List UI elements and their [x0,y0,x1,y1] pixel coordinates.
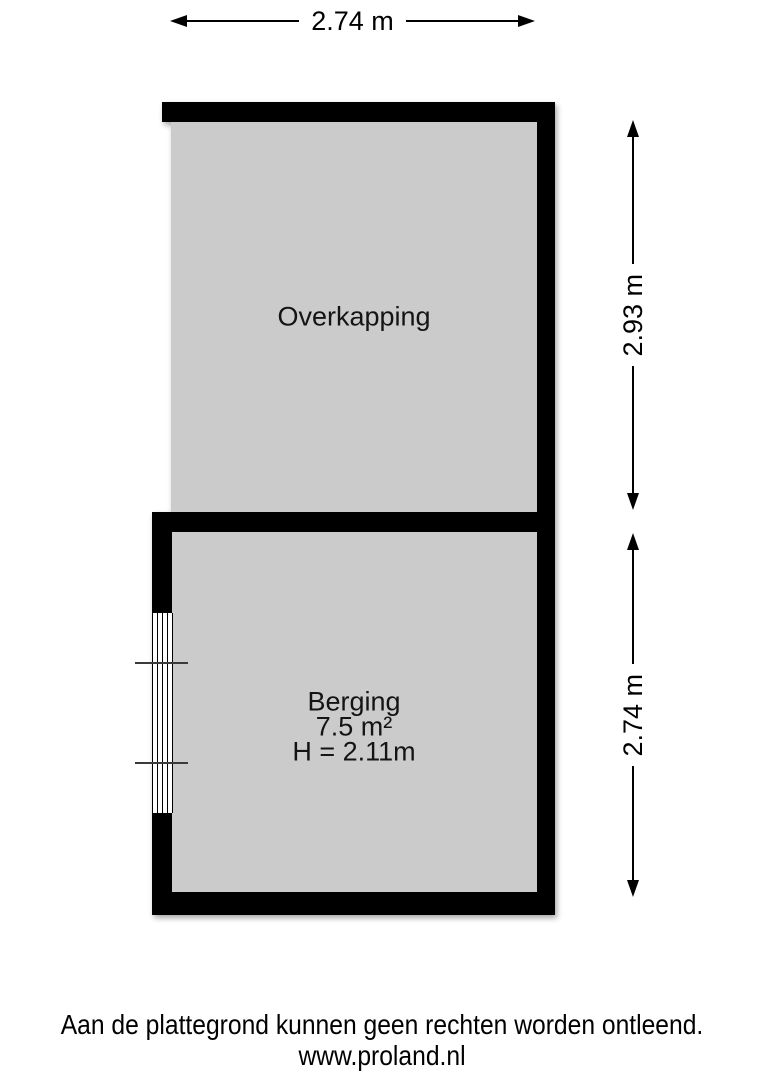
wall-middle [152,512,555,532]
dimension-line [632,137,634,264]
arrow-up-icon [627,533,639,550]
footer [0,1009,764,1071]
dimension-line [632,766,634,880]
window-tick-mark [135,762,188,764]
disclaimer-text: Aan de plattegrond kunnen geen rechten worden ontleend. [60,1009,704,1040]
dimension-right-berging [616,533,650,897]
wall-top [162,102,555,122]
room-label-overkapping: Overkapping [277,301,431,332]
dimension-line [632,550,634,664]
dimension-line [632,366,634,493]
wall-bottom [152,892,555,915]
dimension-right-overkapping [616,120,650,510]
room-label-berging [292,686,416,767]
room-area: 7.5 m² [315,711,393,742]
wall-left-upper [152,512,172,613]
room-name: Berging [307,686,401,717]
arrow-up-icon [627,120,639,137]
arrow-down-icon [627,880,639,897]
website-text: www.proland.nl [298,1040,466,1071]
room-ceiling-height: H = 2.11m [292,736,416,767]
arrow-down-icon [627,493,639,510]
dimension-label-right-upper: 2.93 m [617,273,648,357]
dimension-label-right-lower: 2.74 m [617,673,648,757]
wall-right [537,102,555,915]
window-symbol [152,613,173,813]
window-tick-mark [135,662,188,664]
dimension-label-top-width: 2.74 m [311,5,394,36]
